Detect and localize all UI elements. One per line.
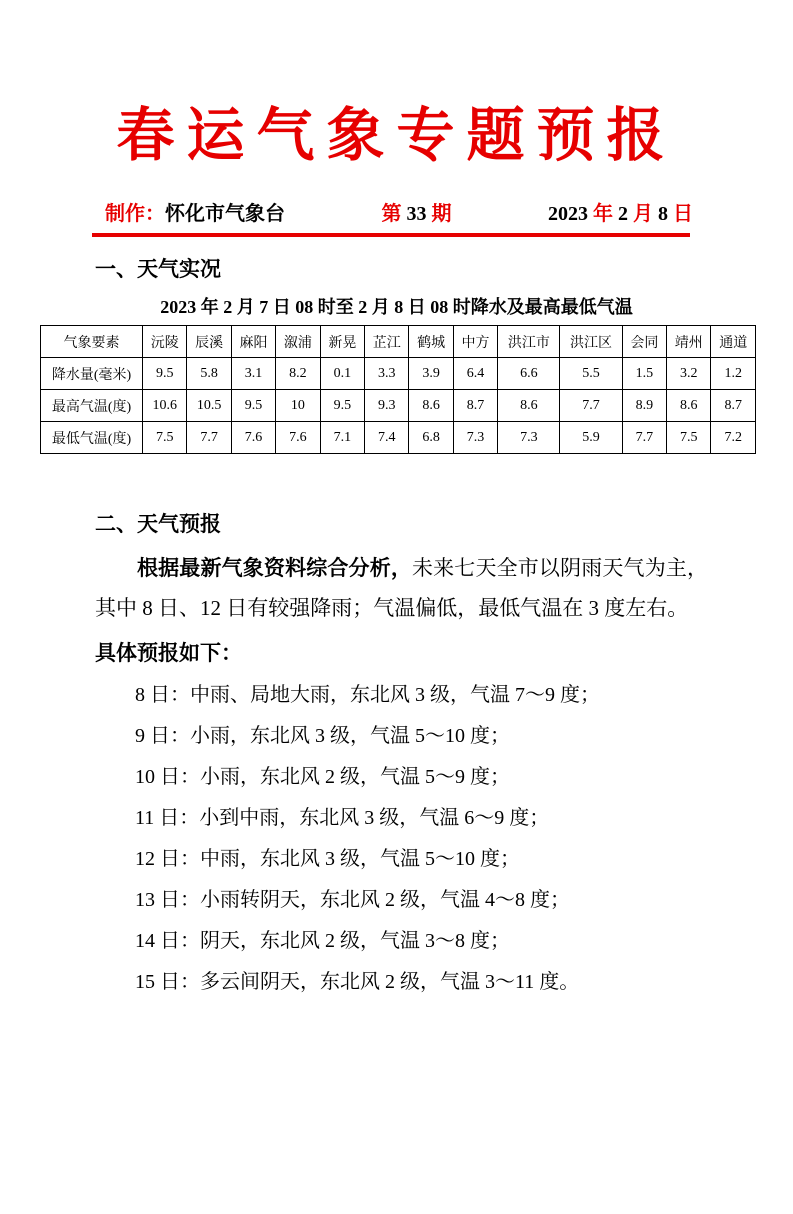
table-row bbox=[41, 422, 756, 454]
document-page bbox=[0, 92, 793, 1214]
table-row bbox=[41, 358, 756, 390]
table-cell: 7.5 bbox=[667, 422, 711, 454]
issue-field bbox=[382, 197, 452, 226]
forecast-intro-rest: 未来七天全市以阴雨天气为主，其中 8 日、12 日有较强降雨；气温偏低，最低气温在 3 度左右。 bbox=[95, 556, 708, 620]
producer-value: 怀化市气象台 bbox=[165, 203, 285, 225]
table-cell: 0.1 bbox=[320, 358, 364, 390]
table-cell: 3.3 bbox=[365, 358, 409, 390]
table-cell: 9.3 bbox=[365, 390, 409, 422]
table-cell: 1.2 bbox=[711, 358, 756, 390]
table-cell: 8.6 bbox=[498, 390, 560, 422]
forecast-line: 15 日：多云间阴天，东北风 2 级，气温 3～11 度。 bbox=[135, 971, 580, 993]
forecast-line: 8 日：中雨、局地大雨，东北风 3 级，气温 7～9 度； bbox=[135, 684, 600, 706]
table-row-label: 最低气温(度) bbox=[41, 422, 143, 454]
date-year-unit: 年 bbox=[593, 203, 613, 225]
table-cell: 7.6 bbox=[231, 422, 275, 454]
table-header-cell: 麻阳 bbox=[231, 326, 275, 358]
table-cell: 7.2 bbox=[711, 422, 756, 454]
table-cell: 8.9 bbox=[622, 390, 666, 422]
table-header-cell: 洪江市 bbox=[498, 326, 560, 358]
table-cell: 9.5 bbox=[320, 390, 364, 422]
table-cell: 6.4 bbox=[453, 358, 497, 390]
table-header-cell: 中方 bbox=[453, 326, 497, 358]
forecast-line: 12 日：中雨，东北风 3 级，气温 5～10 度； bbox=[135, 848, 520, 870]
document-title: 春运气象专题预报 bbox=[116, 103, 677, 168]
table-cell: 8.2 bbox=[276, 358, 320, 390]
table-title: 2023 年 2 月 7 日 08 时至 2 月 8 日 08 时降水及最高最低气温 bbox=[160, 297, 633, 317]
table-cell: 9.5 bbox=[231, 390, 275, 422]
date-day: 8 bbox=[653, 203, 673, 225]
producer-label: 制作： bbox=[105, 203, 165, 225]
table-cell: 10.5 bbox=[187, 390, 231, 422]
table-row-label: 最高气温(度) bbox=[41, 390, 143, 422]
table-cell: 8.7 bbox=[453, 390, 497, 422]
forecast-line: 13 日：小雨转阴天，东北风 2 级，气温 4～8 度； bbox=[135, 889, 570, 911]
table-cell: 5.8 bbox=[187, 358, 231, 390]
date-field bbox=[548, 197, 693, 226]
table-header-cell: 通道 bbox=[711, 326, 756, 358]
weather-table bbox=[40, 325, 756, 454]
table-header-cell: 洪江区 bbox=[560, 326, 622, 358]
table-header-cell: 芷江 bbox=[365, 326, 409, 358]
table-cell: 1.5 bbox=[622, 358, 666, 390]
table-header-cell: 溆浦 bbox=[276, 326, 320, 358]
table-cell: 7.3 bbox=[453, 422, 497, 454]
table-cell: 7.6 bbox=[276, 422, 320, 454]
table-row bbox=[41, 390, 756, 422]
table-cell: 7.4 bbox=[365, 422, 409, 454]
table-cell: 7.3 bbox=[498, 422, 560, 454]
table-header-cell: 鹤城 bbox=[409, 326, 453, 358]
issue-prefix: 第 bbox=[381, 203, 407, 225]
forecast-line: 14 日：阴天，东北风 2 级，气温 3～8 度； bbox=[135, 930, 510, 952]
forecast-line: 9 日：小雨，东北风 3 级，气温 5～10 度； bbox=[135, 725, 510, 747]
date-year: 2023 bbox=[548, 203, 593, 225]
table-cell: 6.6 bbox=[498, 358, 560, 390]
table-cell: 7.7 bbox=[622, 422, 666, 454]
date-month-unit: 月 bbox=[633, 203, 653, 225]
section2-heading: 二、天气预报 bbox=[95, 512, 221, 536]
table-cell: 7.1 bbox=[320, 422, 364, 454]
table-cell: 7.7 bbox=[187, 422, 231, 454]
forecast-line: 10 日：小雨，东北风 2 级，气温 5～9 度； bbox=[135, 766, 510, 788]
table-cell: 10.6 bbox=[143, 390, 187, 422]
table-cell: 8.7 bbox=[711, 390, 756, 422]
table-cell: 3.9 bbox=[409, 358, 453, 390]
table-header-cell: 新晃 bbox=[320, 326, 364, 358]
forecast-list bbox=[135, 675, 793, 1003]
table-header-cell: 辰溪 bbox=[187, 326, 231, 358]
table-cell: 3.1 bbox=[231, 358, 275, 390]
forecast-intro bbox=[95, 548, 708, 628]
date-month: 2 bbox=[613, 203, 633, 225]
table-cell: 10 bbox=[276, 390, 320, 422]
table-header-cell: 沅陵 bbox=[143, 326, 187, 358]
table-header-row bbox=[41, 326, 756, 358]
table-cell: 5.9 bbox=[560, 422, 622, 454]
table-cell: 6.8 bbox=[409, 422, 453, 454]
header-divider bbox=[92, 233, 690, 237]
table-cell: 5.5 bbox=[560, 358, 622, 390]
table-cell: 7.5 bbox=[143, 422, 187, 454]
table-cell: 8.6 bbox=[667, 390, 711, 422]
forecast-line: 11 日：小到中雨，东北风 3 级，气温 6～9 度； bbox=[135, 807, 550, 829]
producer-field bbox=[105, 197, 285, 226]
table-cell: 8.6 bbox=[409, 390, 453, 422]
section1-heading: 一、天气实况 bbox=[95, 257, 221, 281]
table-row-label: 降水量(毫米) bbox=[41, 358, 143, 390]
forecast-list-heading: 具体预报如下： bbox=[95, 641, 242, 665]
issue-suffix: 期 bbox=[426, 203, 452, 225]
table-cell: 7.7 bbox=[560, 390, 622, 422]
issue-number: 33 bbox=[406, 203, 427, 225]
meta-row bbox=[105, 197, 693, 226]
table-header-cell: 气象要素 bbox=[41, 326, 143, 358]
table-cell: 9.5 bbox=[143, 358, 187, 390]
forecast-intro-bold: 根据最新气象资料综合分析， bbox=[137, 556, 412, 580]
table-cell: 3.2 bbox=[667, 358, 711, 390]
date-day-unit: 日 bbox=[673, 203, 693, 225]
table-header-cell: 会同 bbox=[622, 326, 666, 358]
table-header-cell: 靖州 bbox=[667, 326, 711, 358]
